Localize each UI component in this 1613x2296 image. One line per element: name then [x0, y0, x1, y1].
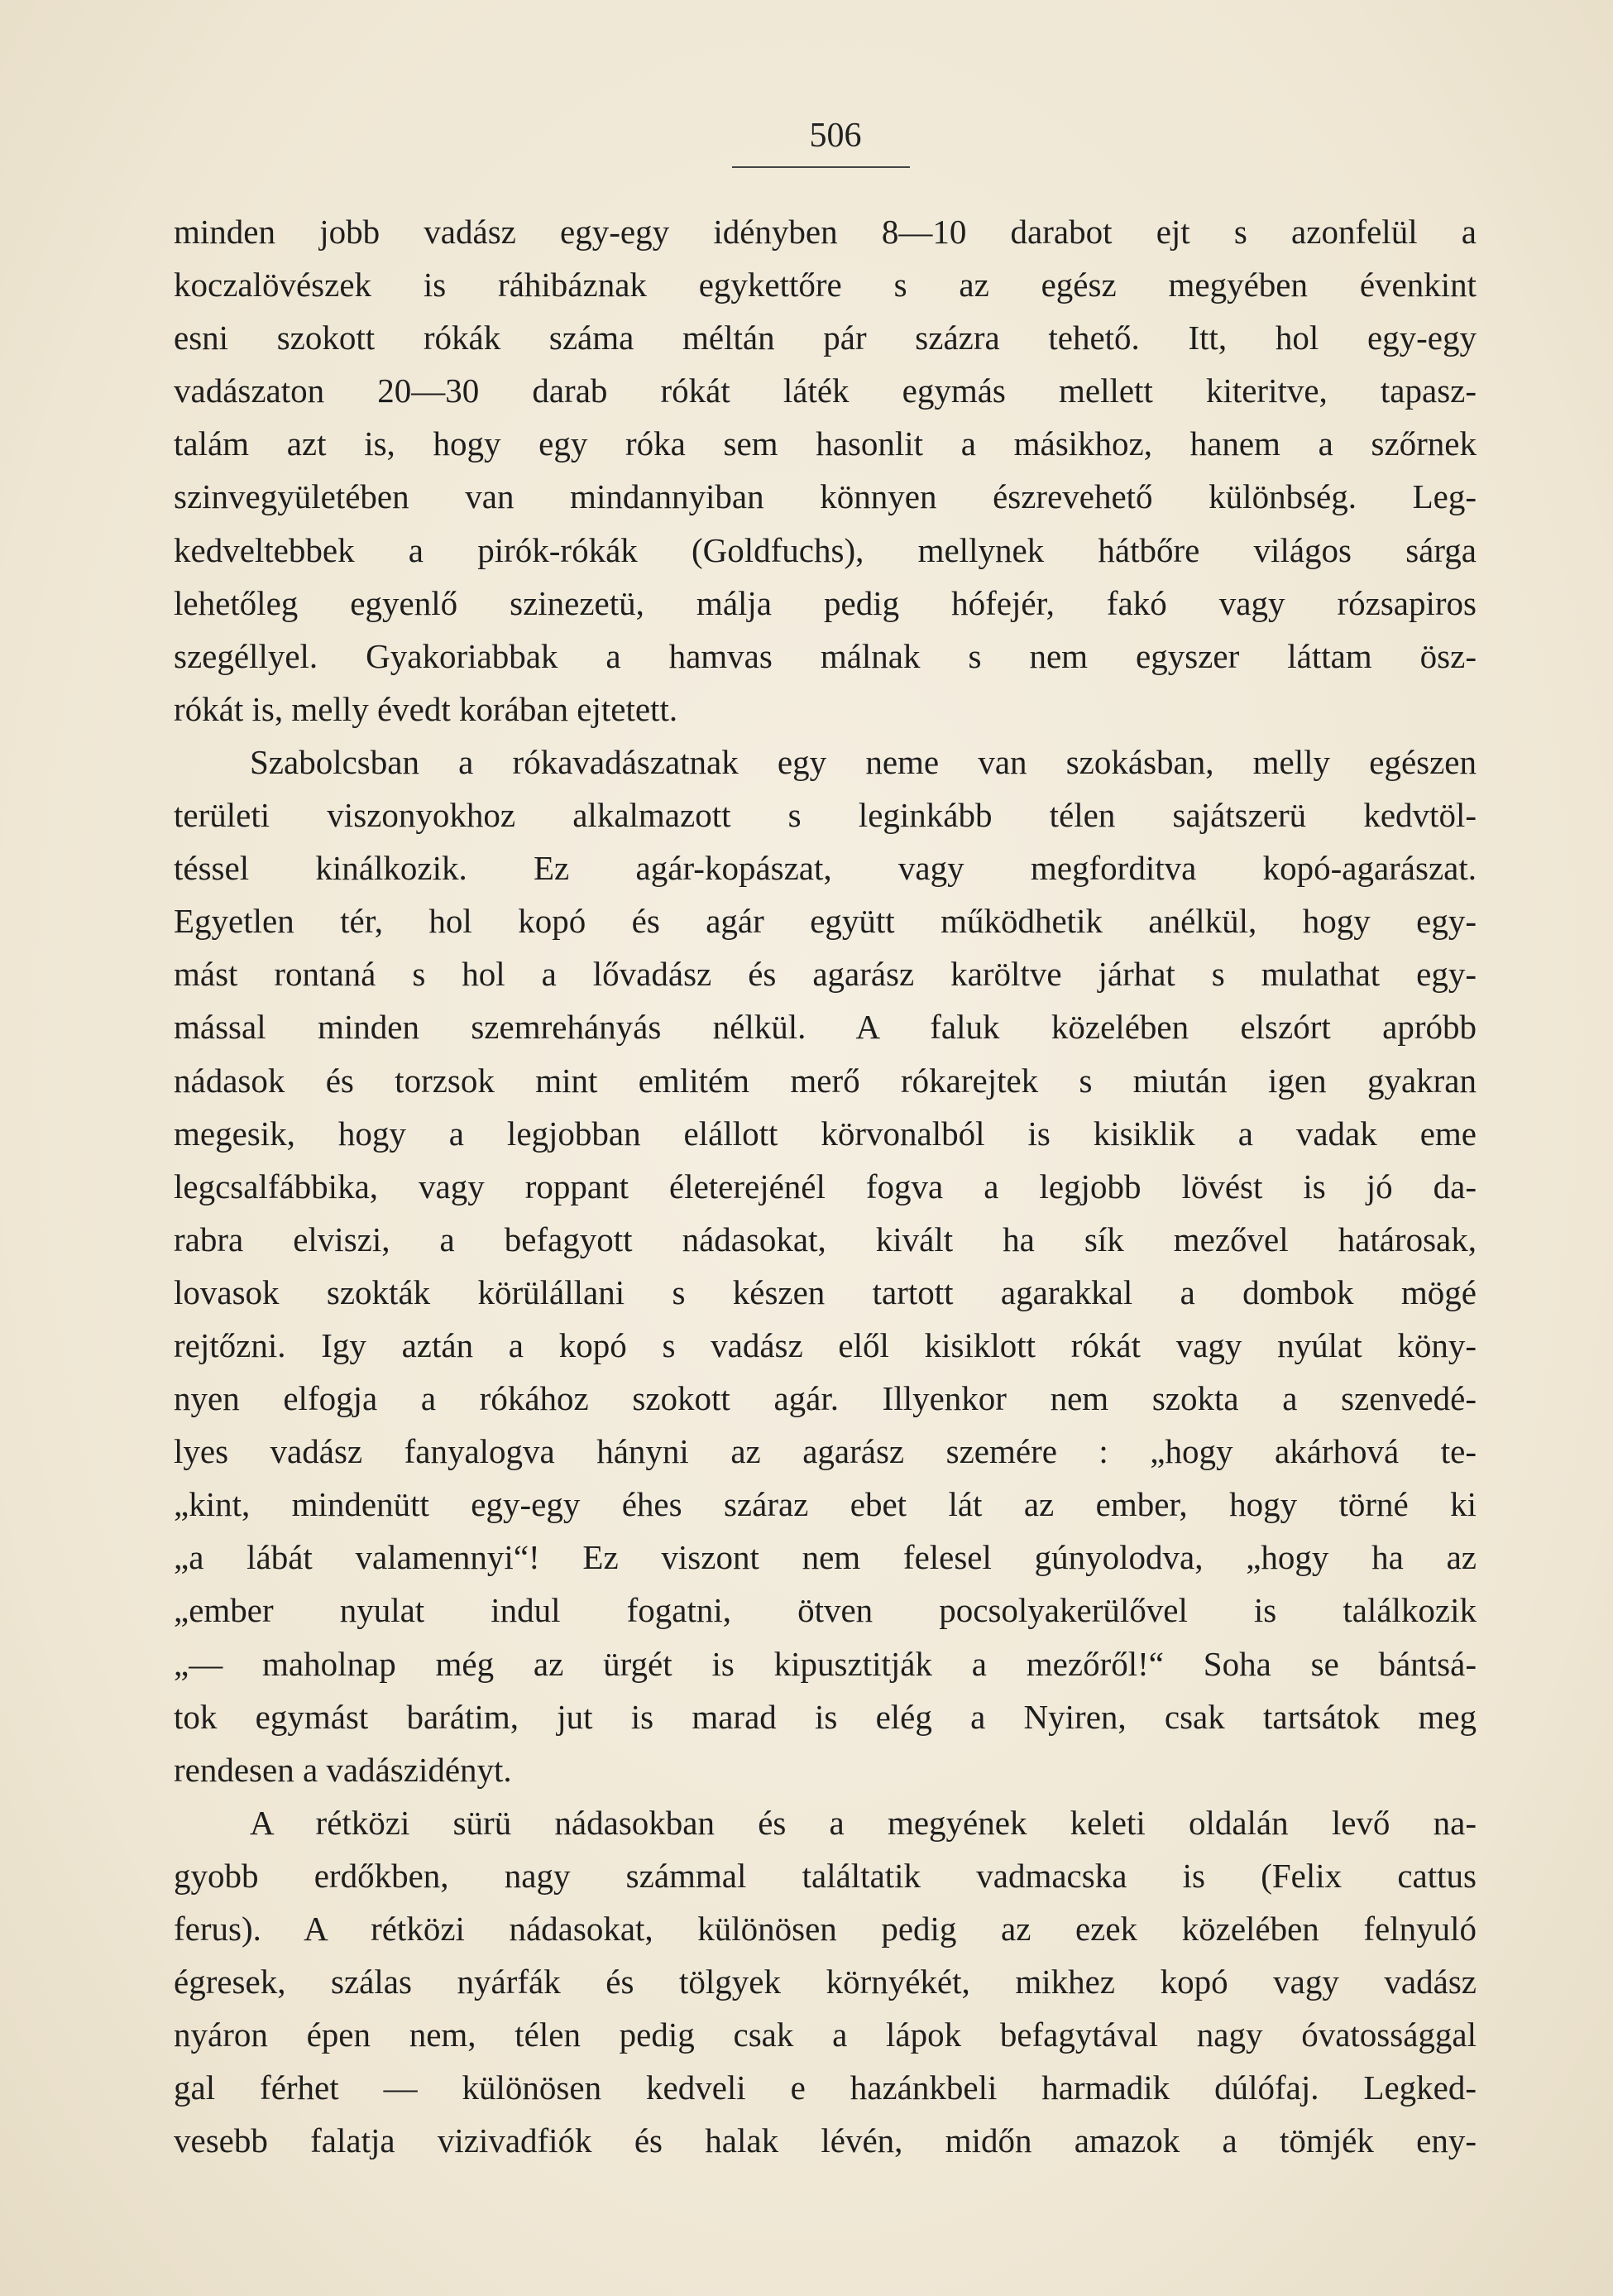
- text-line: nádasok és torzsok mint emlitém merő rókarejtek s miután igen gyakran: [174, 1061, 1477, 1100]
- text-line: vadászaton 20—30 darab rókát láték egymás mellett kiteritve, tapasz-: [174, 371, 1477, 410]
- page-number: 506: [809, 117, 862, 155]
- text-line: „kint, mindenütt egy-egy éhes száraz ebet lát az ember, hogy törné ki: [174, 1485, 1477, 1524]
- text-line: mással minden szemrehányás nélkül. A faluk közelében elszórt apróbb: [174, 1008, 1477, 1047]
- page-number-rule: [732, 166, 910, 168]
- text-line: lovasok szokták körülállani s készen tartott agarakkal a dombok mögé: [174, 1273, 1477, 1311]
- text-line: legcsalfábbika, vagy roppant életerejénél fogva a legjobb lövést is jó da-: [174, 1167, 1477, 1206]
- text-line: kedveltebbek a pirók-rókák (Goldfuchs), mellynek hátbőre világos sárga: [174, 530, 1477, 569]
- text-line: „ember nyulat indul fogatni, ötven pocsolyakerülővel is találkozik: [174, 1591, 1477, 1630]
- text-line: megesik, hogy a legjobban elállott körvonalból is kisiklik a vadak eme: [174, 1114, 1477, 1153]
- text-line: gal férhet — különösen kedveli e hazánkbeli harmadik dúlófaj. Legked-: [174, 2068, 1477, 2107]
- body-text: [174, 205, 1477, 2167]
- text-line: A rétközi sürü nádasokban és a megyének keleti oldalán levő na-: [250, 1803, 1477, 1842]
- text-line: Szabolcsban a rókavadászatnak egy neme van szokásban, melly egészen: [250, 742, 1477, 781]
- text-line: „a lábát valamennyi“! Ez viszont nem felesel gúnyolodva, „hogy ha az: [174, 1538, 1477, 1577]
- text-line: ferus). A rétközi nádasokat, különösen pedig az ezek közelében felnyuló: [174, 1910, 1477, 1948]
- text-line: vesebb falatja vizivadfiók és halak lévén, midőn amazok a tömjék eny-: [174, 2121, 1477, 2160]
- text-line: téssel kinálkozik. Ez agár-kopászat, vagy megforditva kopó-agarászat.: [174, 849, 1477, 888]
- text-line: esni szokott rókák száma méltán pár százra tehető. Itt, hol egy-egy: [174, 319, 1477, 357]
- text-line: lehetőleg egyenlő szinezetü, málja pedig hófejér, fakó vagy rózsapiros: [174, 583, 1477, 622]
- text-line: Egyetlen tér, hol kopó és agár együtt működhetik anélkül, hogy egy-: [174, 902, 1477, 941]
- text-line: nyáron épen nem, télen pedig csak a lápok befagytával nagy óvatossággal: [174, 2016, 1477, 2054]
- text-line: koczalövészek is ráhibáznak egykettőre s az egész megyében évenkint: [174, 266, 1477, 304]
- text-line: gyobb erdőkben, nagy számmal találtatik vadmacska is (Felix cattus: [174, 1856, 1477, 1895]
- text-line: rabra elviszi, a befagyott nádasokat, kivált ha sík mezővel határosak,: [174, 1220, 1477, 1258]
- text-line: rendesen a vadászidényt.: [174, 1750, 512, 1789]
- text-line: rejtőzni. Igy aztán a kopó s vadász elől kisiklott rókát vagy nyúlat köny-: [174, 1325, 1477, 1364]
- text-line: mást rontaná s hol a lővadász és agarász karöltve járhat s mulathat egy-: [174, 955, 1477, 994]
- text-line: lyes vadász fanyalogva hányni az agarász szemére : „hogy akárhová te-: [174, 1432, 1477, 1471]
- text-line: tok egymást barátim, jut is marad is elég a Nyiren, csak tartsátok meg: [174, 1697, 1477, 1736]
- text-line: rókát is, melly évedt korában ejtetett.: [174, 689, 678, 728]
- text-line: területi viszonyokhoz alkalmazott s leginkább télen sajátszerü kedvtöl-: [174, 796, 1477, 835]
- text-line: nyen elfogja a rókához szokott agár. Illyenkor nem szokta a szenvedé-: [174, 1379, 1477, 1418]
- text-line: minden jobb vadász egy-egy idényben 8—10 darabot ejt s azonfelül a: [174, 213, 1477, 251]
- text-line: szegéllyel. Gyakoriabbak a hamvas málnak s nem egyszer láttam ösz-: [174, 636, 1477, 675]
- text-line: „— maholnap még az ürgét is kipusztitják a mezőről!“ Soha se bántsá-: [174, 1644, 1477, 1683]
- text-line: talám azt is, hogy egy róka sem hasonlit a másikhoz, hanem a szőrnek: [174, 424, 1477, 463]
- text-line: szinvegyületében van mindannyiban könnyen észrevehető különbség. Leg-: [174, 477, 1477, 516]
- text-line: égresek, szálas nyárfák és tölgyek környékét, mikhez kopó vagy vadász: [174, 1963, 1477, 2001]
